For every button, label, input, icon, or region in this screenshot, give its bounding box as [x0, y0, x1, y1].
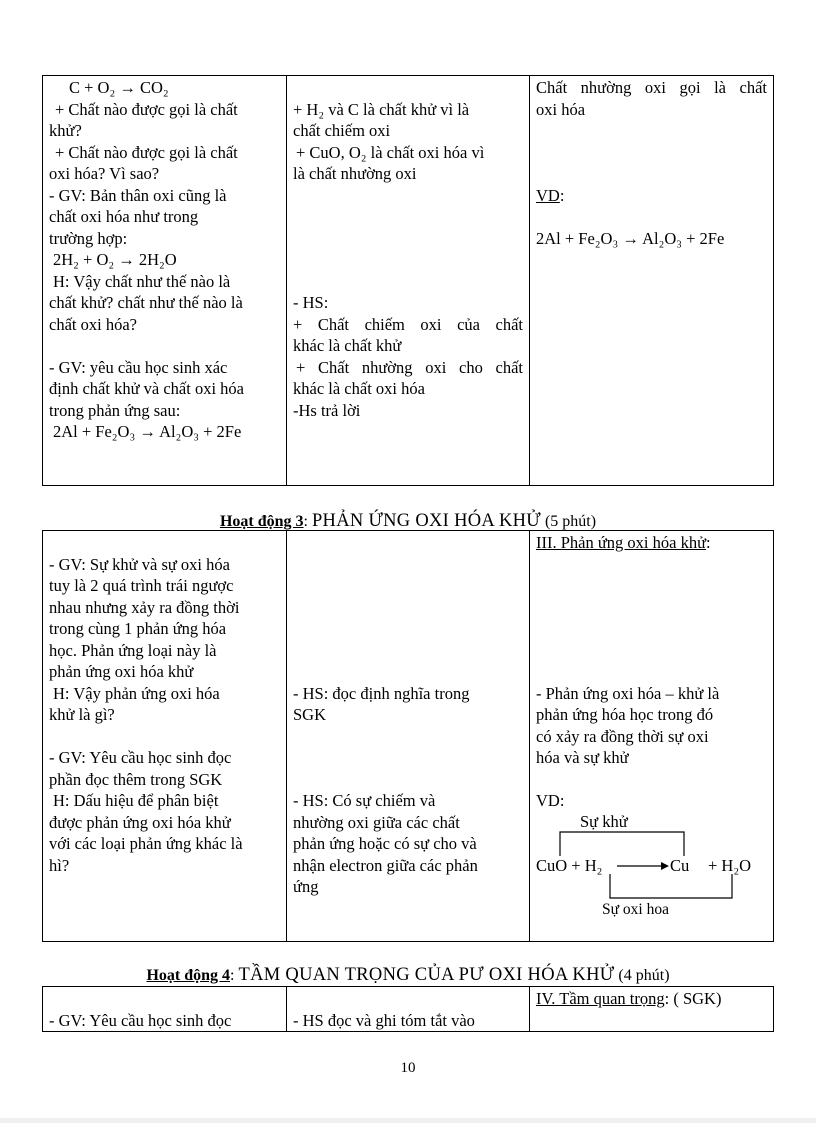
page-bottom-band [0, 1118, 816, 1123]
activity-4-heading: Hoạt động 4: TẦM QUAN TRỌNG CỦA PƯ OXI HÓA KHỬ (4 phút) [146, 965, 670, 985]
section-3-title: III. Phản ứng oxi hóa khử [536, 533, 707, 552]
table-activity-4 [42, 986, 774, 1032]
reduction-label: Sự khử [580, 812, 628, 831]
equation-c-o2: C + O₂ → CO₂ [69, 78, 169, 97]
equation-al-fe2o3: 2Al + Fe₂O₃ → Al₂O₃ + 2Fe [53, 422, 242, 441]
product-water: + H₂O [708, 856, 752, 875]
content-column: III. Phản ứng oxi hóa khử: - Phản ứng oxi hóa – khử là phản ứng hóa học trong đó có xảy ra đồng thời sự oxi hóa và sự khử VD: [530, 531, 774, 942]
student-column: - HS đọc và ghi tóm tắt vào [287, 987, 530, 1032]
teacher-column: - GV: Sự khử và sự oxi hóa tuy là 2 quá trình trái ngược nhau nhưng xảy ra đồng thời trong cùng 1 phản ứng hóa học. Phản ứng loại này là phản ứng oxi hóa khử H: Vậy phản ứng oxi hóa khử là gì? - GV: Yêu cầu học sinh đọc phần đọc thêm trong SGK H: Dấu hiệu để phân biệt được phản ứng oxi hóa khử với các loại phản ứng khác là hì? [43, 531, 287, 942]
reactants: CuO + H₂ [536, 856, 603, 875]
activity-3-heading: Hoạt động 3: PHẢN ỨNG OXI HÓA KHỬ (5 phút) [219, 511, 597, 531]
table-activity-2 [42, 75, 774, 486]
example-label: VD [536, 185, 560, 205]
oxidation-label: Sự oxi hoa [602, 901, 669, 918]
page-number: 10 [400, 1060, 416, 1076]
student-column: - HS: đọc định nghĩa trong SGK - HS: Có sự chiếm và nhường oxi giữa các chất phản ứng hoặc có sự cho và nhận electron giữa các phản ứng [287, 531, 530, 942]
teacher-column: - GV: Yêu cầu học sinh đọc [43, 987, 287, 1032]
section-4-title: IV. Tầm quan trọng [536, 989, 665, 1008]
equation-h2-o2: 2H₂ + O₂ → 2H₂O [53, 250, 177, 269]
student-column: + H₂ và C là chất khử vì là chất chiếm oxi + CuO, O₂ là chất oxi hóa vì là chất nhường oxi - HS: + Chất chiếm oxi của chất khác là chất khử + Chất nhường oxi cho chất khác là chất oxi hóa -Hs trả lời [287, 76, 530, 486]
content-column: Chất nhường oxi gọi là chất oxi hóa VD: 2Al + Fe₂O₃ → Al₂O₃ + 2Fe [530, 76, 774, 486]
redox-diagram [530, 812, 770, 920]
example-equation: 2Al + Fe₂O₃ → Al₂O₃ + 2Fe [536, 228, 725, 248]
content-column: IV. Tầm quan trọng: ( SGK) [530, 987, 774, 1032]
product-cu: Cu [670, 856, 690, 875]
teacher-column: C + O₂ → CO₂ + Chất nào được gọi là chất khử? + Chất nào được gọi là chất oxi hóa? Vì sao? - GV: Bản thân oxi cũng là chất oxi hóa như trong trường hợp: 2H₂ + O₂ → 2H₂O H: Vậy chất như thế nào là chất khử? chất như thế nào là chất oxi hóa? - GV: yêu cầu học sinh xác định chất khử và chất oxi hóa trong phản ứng sau: 2Al + Fe₂O₃ → Al₂O₃ + 2Fe [43, 76, 287, 486]
